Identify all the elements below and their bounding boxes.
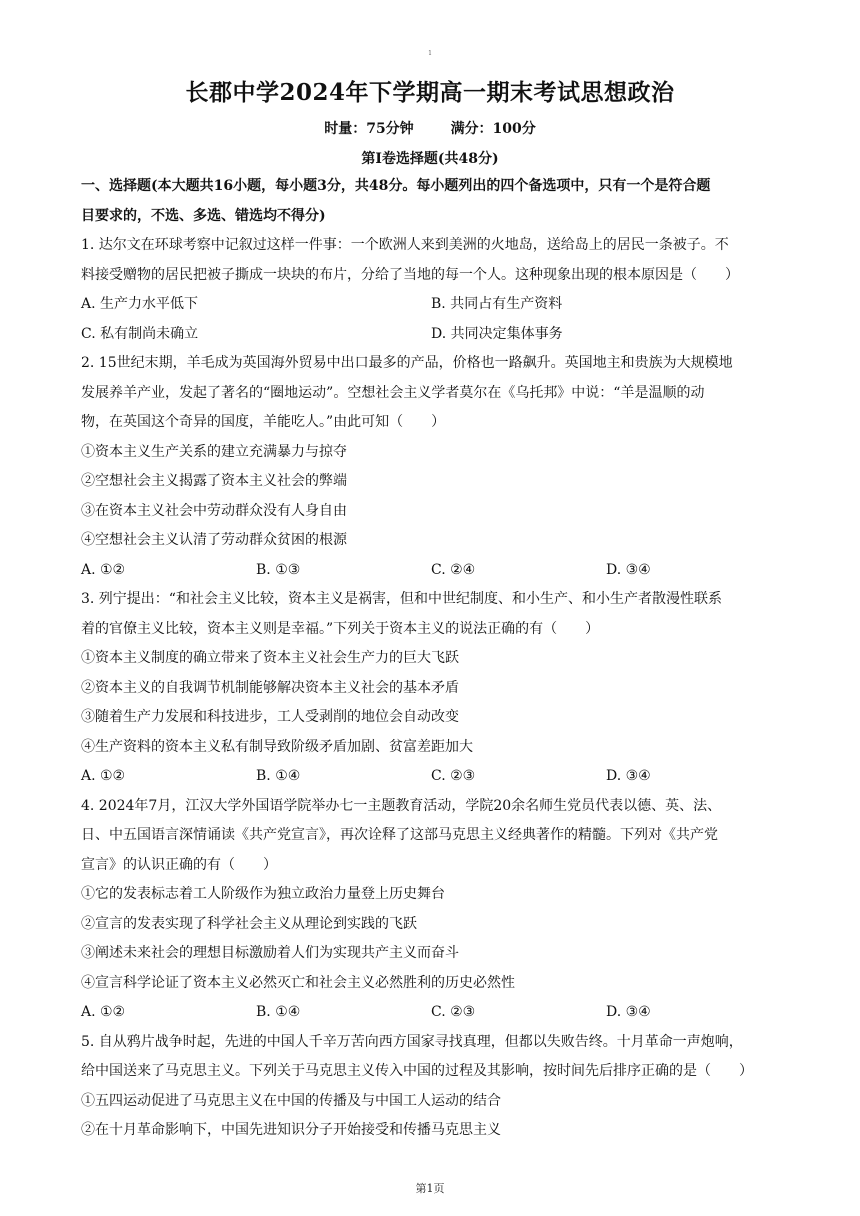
answer-option: B. ①④: [256, 1004, 301, 1020]
options-row: [81, 998, 781, 1028]
full-score: 满分：100分: [450, 121, 536, 137]
section-title: 第Ⅰ卷选择题(共48分): [361, 151, 499, 167]
statement-item: ④生产资料的资本主义私有制导致阶级矛盾加剧、贫富差距加大: [81, 738, 473, 755]
question-stem-line: 3. 列宁提出：“和社会主义比较，资本主义是祸害，但和中世纪制度、和小生产、和小生产者散漫性联系: [81, 591, 722, 607]
answer-option: D. ③④: [606, 561, 651, 578]
page-mark: 1: [428, 50, 432, 57]
question-stem-line: 发展养羊产业，发起了著名的“圈地运动”。空想社会主义学者莫尔在《乌托邦》中说：“羊是温顺的动: [81, 384, 705, 401]
part-heading-line: 目要求的，不选、多选、错选均不得分): [81, 207, 326, 224]
answer-option: B. ①④: [256, 768, 301, 784]
statement-item: ②在十月革命影响下，中国先进知识分子开始接受和传播马克思主义: [81, 1122, 501, 1138]
statement-item: ①五四运动促进了马克思主义在中国的传播及与中国工人运动的结合: [81, 1092, 501, 1109]
options-row: [81, 556, 781, 586]
statement-item: ③阐述未来社会的理想目标激励着人们为实现共产主义而奋斗: [81, 945, 459, 961]
statement-item: ②宣言的发表实现了科学社会主义从理论到实践的飞跃: [81, 915, 417, 932]
question-stem-line: 给中国送来了马克思主义。下列关于马克思主义传入中国的过程及其影响，按时间先后排序正确的是（ ）: [81, 1063, 753, 1079]
answer-option: C. ②③: [431, 1004, 476, 1020]
answer-option: B. ①③: [256, 561, 301, 578]
answer-option: D. 共同决定集体事务: [431, 325, 563, 342]
statement-item: ①资本主义制度的确立带来了资本主义社会生产力的巨大飞跃: [81, 650, 459, 666]
answer-option: C. ②④: [431, 561, 476, 578]
options-row: [81, 762, 781, 792]
time-limit: 时量：75分钟: [324, 121, 414, 137]
question-stem-line: 物，在英国这个奇异的国度，羊能吃人。”由此可知（ ）: [81, 414, 446, 430]
statement-item: ④宣言科学论证了资本主义必然灭亡和社会主义必然胜利的历史必然性: [81, 974, 515, 991]
answer-option: D. ③④: [606, 768, 651, 784]
statement-item: ②空想社会主义揭露了资本主义社会的弊端: [81, 473, 347, 489]
statement-item: ②资本主义的自我调节机制能够解决资本主义社会的基本矛盾: [81, 679, 459, 696]
question-stem-line: 1. 达尔文在环球考察中记叙过这样一件事：一个欧洲人来到美洲的火地岛，送给岛上的居民一条被子。不: [81, 237, 729, 253]
statement-item: ①它的发表标志着工人阶级作为独立政治力量登上历史舞台: [81, 886, 445, 902]
part-heading-line: 一、选择题(本大题共16小题，每小题3分，共48分。每小题列出的四个备选项中，只有一个是符合题: [81, 178, 711, 194]
answer-option: A. ①②: [81, 768, 126, 784]
answer-option: A. ①②: [81, 561, 126, 578]
question-stem-line: 日、中五国语言深情诵读《共产党宣言》，再次诠释了这部马克思主义经典著作的精髓。下列对《共产党: [81, 827, 718, 843]
statement-item: ①资本主义生产关系的建立充满暴力与掠夺: [81, 443, 347, 460]
question-stem-line: 料接受赠物的居民把被子撕成一块块的布片，分给了当地的每一个人。这种现象出现的根本原因是（ ）: [81, 266, 739, 283]
answer-option: C. ②③: [431, 768, 476, 784]
question-stem-line: 宣言》的认识正确的有（ ）: [81, 856, 277, 873]
statement-item: ④空想社会主义认清了劳动群众贫困的根源: [81, 532, 347, 548]
answer-option: D. ③④: [606, 1004, 651, 1020]
question-stem-line: 2. 15世纪末期，羊毛成为英国海外贸易中出口最多的产品，价格也一路飙升。英国地主和贵族为大规模地: [81, 355, 733, 371]
exam-title: 长郡中学2024年下学期高一期末考试思想政治: [185, 79, 675, 106]
question-list: [81, 172, 781, 1146]
answer-option: A. ①②: [81, 1004, 126, 1020]
question-stem-line: 4. 2024年7月，江汉大学外国语学院举办七一主题教育活动，学院20余名师生党员代表以德、英、法、: [81, 797, 722, 814]
options-row: [81, 290, 781, 320]
page-number: 第1页: [415, 1182, 445, 1195]
answer-option: A. 生产力水平低下: [81, 296, 199, 312]
answer-option: B. 共同占有生产资料: [431, 296, 563, 312]
statement-item: ③随着生产力发展和科技进步，工人受剥削的地位会自动改变: [81, 709, 459, 725]
question-stem-line: 着的官僚主义比较，资本主义则是幸福。”下列关于资本主义的说法正确的有（ ）: [81, 620, 600, 637]
options-row: [81, 320, 781, 350]
answer-option: C. 私有制尚未确立: [81, 325, 199, 342]
statement-item: ③在资本主义社会中劳动群众没有人身自由: [81, 502, 347, 519]
exam-meta: [0, 118, 860, 138]
question-stem-line: 5. 自从鸦片战争时起，先进的中国人千辛万苦向西方国家寻找真理，但都以失败告终。十月革命一声炮响，: [81, 1033, 743, 1050]
